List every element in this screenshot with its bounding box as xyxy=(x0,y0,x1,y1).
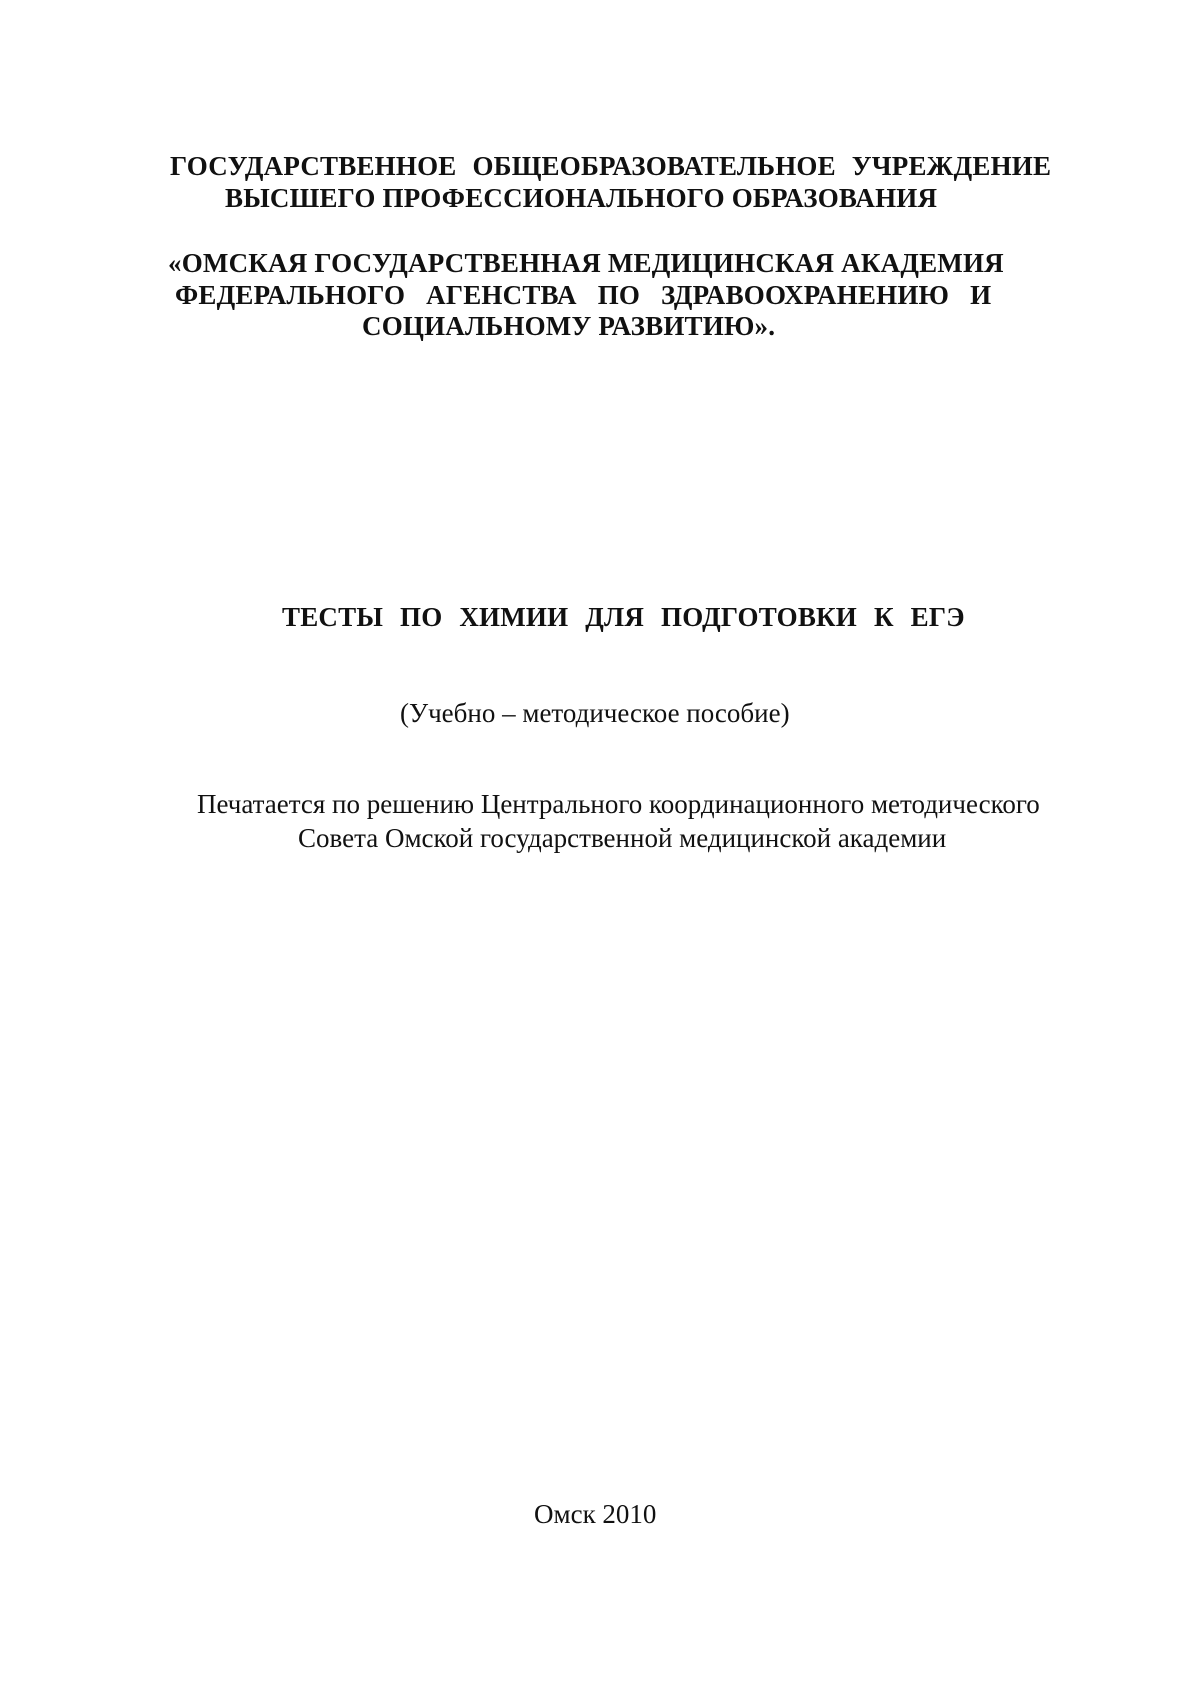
institution-line-1: «ОМСКАЯ ГОСУДАРСТВЕННАЯ МЕДИЦИНСКАЯ АКАДЕМИЯ xyxy=(168,248,1004,278)
header-line-1: ГОСУДАРСТВЕННОЕ ОБЩЕОБРАЗОВАТЕЛЬНОЕ УЧРЕЖДЕНИЕ xyxy=(170,151,1052,181)
document-subtitle: (Учебно – методическое пособие) xyxy=(400,698,790,728)
institution-line-2: ФЕДЕРАЛЬНОГО АГЕНСТВА ПО ЗДРАВООХРАНЕНИЮ И xyxy=(175,280,992,310)
place-and-year: Омск 2010 xyxy=(534,1499,657,1529)
institution-line-3: СОЦИАЛЬНОМУ РАЗВИТИЮ». xyxy=(362,311,776,341)
publication-note-line-1: Печатается по решению Центрального координационного методического xyxy=(197,789,1040,819)
publication-note-line-2: Совета Омской государственной медицинской академии xyxy=(298,823,947,853)
document-title: ТЕСТЫ ПО ХИМИИ ДЛЯ ПОДГОТОВКИ К ЕГЭ xyxy=(282,602,965,632)
header-line-2: ВЫСШЕГО ПРОФЕССИОНАЛЬНОГО ОБРАЗОВАНИЯ xyxy=(225,183,938,213)
